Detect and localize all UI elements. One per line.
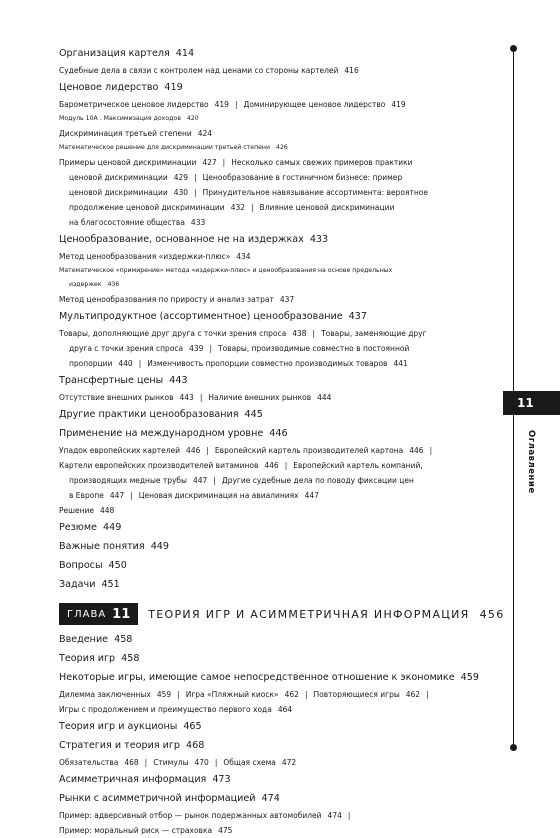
toc-separator: |	[284, 461, 288, 470]
toc-entry-title: Принудительное навязывание ассортимента: вероятное	[202, 188, 428, 197]
toc-entry-page: 462	[284, 690, 299, 699]
toc-entry	[59, 424, 499, 443]
toc-entry-page: 414	[175, 48, 195, 59]
toc-entry-page: 470	[194, 758, 209, 767]
toc-entry-page: 448	[100, 506, 115, 515]
toc-entry-title: Ценообразование в гостиничном бизнесе: пример	[202, 173, 403, 182]
toc-entry-title: Резюме	[59, 522, 98, 533]
toc-entry-page: 443	[169, 375, 188, 386]
toc-entry-page: 419	[214, 100, 229, 109]
toc-entry-title: Решение	[59, 506, 95, 515]
toc-entry-title: Общая схема	[223, 758, 276, 767]
chapter-label-box	[59, 603, 138, 625]
toc-entry-title: Математическое «примирение» метода «издержки-плюс» и ценообразования на основе предельных	[59, 267, 393, 274]
toc-entry-page: 446	[186, 446, 201, 455]
toc-separator: |	[312, 329, 316, 338]
toc-entry-title: Теория игр и аукционы	[59, 721, 178, 732]
chapter-page: 456	[479, 607, 505, 621]
toc-entry-page: 450	[108, 560, 127, 571]
toc-entry-title: Товары, производимые совместно в постоянной	[217, 344, 410, 353]
toc-entry-title: Изменчивость пропорции совместно производимых товаров	[147, 359, 388, 368]
toc-entry-title: пропорции	[69, 359, 113, 368]
toc-entry-page: 443	[179, 393, 194, 402]
toc-entry-title: Отсутствие внешних рынков	[59, 393, 174, 402]
toc-separator: |	[209, 344, 212, 353]
toc-entry	[59, 155, 499, 170]
toc-separator: |	[347, 811, 351, 820]
toc-entry-page: 424	[197, 129, 213, 138]
toc-entry	[59, 443, 499, 458]
toc-entry	[59, 126, 499, 141]
toc-entry	[59, 668, 499, 687]
toc-entry-page: 451	[101, 579, 120, 590]
toc-entry-page: 444	[317, 393, 332, 402]
toc-entry-title: Европейский картель компаний,	[293, 461, 423, 470]
toc-entry-page: 472	[281, 758, 297, 767]
toc-entry-title: Пример: моральный риск — страховка	[59, 826, 213, 835]
toc-entry-title: Упадок европейских картелей	[59, 446, 181, 455]
toc-entry-page: 427	[202, 158, 217, 167]
toc-entry	[59, 63, 499, 78]
toc-entry-title: Теория игр	[59, 653, 116, 664]
toc-entry-page: 440	[118, 359, 133, 368]
chapter-heading	[59, 602, 505, 626]
toc-entry	[59, 755, 499, 770]
toc-entry	[59, 326, 499, 341]
toc-entry-title: Математическое решение для дискриминации третьей степени	[59, 144, 271, 151]
toc-entry-title: Применение на международном уровне	[59, 428, 264, 439]
toc-entry-page: 432	[230, 203, 246, 212]
toc-entry-title: Судебные дела в связи с контролем над ценами со стороны картелей	[59, 66, 339, 75]
toc-entry-title: на благосостояние общества	[69, 218, 185, 227]
toc-entry-title: Введение	[59, 634, 109, 645]
toc-entry-page: 449	[150, 541, 169, 552]
toc-entry-page: 458	[114, 634, 133, 645]
toc-entry-page: 473	[212, 774, 231, 785]
toc-entry-title: Картели европейских производителей витаминов	[59, 461, 259, 470]
toc-entry-page: 420	[186, 115, 199, 122]
toc-entry	[59, 405, 499, 424]
toc-entry-page: 446	[409, 446, 424, 455]
toc-separator: |	[222, 158, 226, 167]
toc-entry	[59, 141, 499, 155]
toc-entry-page: 445	[244, 409, 263, 420]
toc-entry	[59, 78, 499, 97]
toc-entry-page: 474	[327, 811, 342, 820]
toc-entry-title: Игры с продолжением и преимущество первого хода	[59, 705, 272, 714]
toc-entry	[59, 458, 499, 473]
toc-entry-page: 419	[164, 82, 183, 93]
toc-entry-title: Модуль 10А . Максимизация доходов	[59, 115, 181, 122]
toc-entry	[59, 230, 499, 249]
toc-entry	[59, 823, 499, 838]
toc-entry	[59, 503, 499, 518]
toc-entry-title: Вопросы	[59, 560, 103, 571]
table-of-contents	[59, 44, 505, 838]
toc-entry-page: 446	[264, 461, 279, 470]
toc-entry-page: 416	[344, 66, 359, 75]
toc-entry	[59, 736, 499, 755]
chapter-tab-number: 11	[517, 396, 534, 410]
toc-entry	[59, 630, 499, 649]
toc-entry	[59, 575, 499, 594]
toc-entry-page: 434	[236, 252, 251, 261]
toc-separator: |	[213, 476, 216, 485]
toc-entry	[59, 808, 499, 823]
toc-entry-page: 436	[107, 281, 120, 288]
toc-entry-page: 437	[348, 311, 367, 322]
toc-separator: |	[138, 359, 142, 368]
toc-entry-page: 426	[276, 144, 288, 151]
toc-entry	[59, 371, 499, 390]
toc-entry-title: Игра «Пляжный киоск»	[185, 690, 279, 699]
toc-entry-page: 468	[186, 740, 205, 751]
toc-separator: |	[214, 758, 218, 767]
toc-entry-page: 433	[190, 218, 206, 227]
chapter-title-line	[148, 608, 504, 621]
toc-entry-title: Обязательства	[59, 758, 119, 767]
toc-entry	[59, 518, 499, 537]
toc-entry-title: Другие практики ценообразования	[59, 409, 239, 420]
margin-rule-top-dot	[510, 45, 517, 52]
toc-entry	[59, 112, 499, 126]
toc-entry-title: Несколько самых свежих примеров практики	[231, 158, 413, 167]
toc-entry-page: 458	[121, 653, 140, 664]
toc-separator: |	[206, 446, 209, 455]
toc-entry-title: Рынки с асимметричной информацией	[59, 793, 256, 804]
toc-entry-title: Ценовая дискриминация на авиалиниях	[138, 491, 299, 500]
toc-entry	[59, 356, 499, 371]
toc-entry	[59, 264, 499, 278]
toc-entry-page: 465	[183, 721, 202, 732]
toc-entry-page: 430	[173, 188, 189, 197]
toc-separator: |	[130, 491, 133, 500]
toc-entry-title: Товары, заменяющие друг	[321, 329, 427, 338]
toc-entry	[59, 687, 499, 702]
toc-entry-title: Дискриминация третьей степени	[59, 129, 192, 138]
toc-entry-title: издержек	[69, 281, 102, 288]
toc-entry-title: Трансфертные цены	[59, 375, 164, 386]
chapter-label: ГЛАВА	[67, 608, 107, 620]
toc-entry-title: Дилемма заключенных	[59, 690, 151, 699]
toc-entry	[59, 473, 499, 488]
toc-entry	[59, 770, 499, 789]
toc-entry	[59, 97, 499, 112]
toc-entry-page: 447	[304, 491, 319, 500]
chapter-title: ТЕОРИЯ ИГР И АСИММЕТРИЧНАЯ ИНФОРМАЦИЯ	[148, 607, 470, 621]
toc-entry-page: 429	[173, 173, 189, 182]
toc-entry-page: 459	[460, 672, 479, 683]
toc-entry-page: 462	[405, 690, 421, 699]
toc-entry-page: 437	[279, 295, 295, 304]
toc-entry-title: Ценообразование, основанное не на издержках	[59, 234, 304, 245]
toc-entry-page: 439	[189, 344, 204, 353]
toc-entry-page: 474	[261, 793, 280, 804]
toc-entry-title: Организация картеля	[59, 48, 170, 59]
toc-entry-title: Ценовое лидерство	[59, 82, 159, 93]
toc-entry-page: 433	[309, 234, 329, 245]
toc-entry-page: 464	[277, 705, 293, 714]
toc-separator: |	[234, 100, 238, 109]
toc-entry	[59, 215, 499, 230]
margin-rule-bottom-dot	[510, 744, 517, 751]
toc-entry-title: Метод ценообразования по приросту и анализ затрат	[59, 295, 274, 304]
toc-separator: |	[304, 690, 308, 699]
toc-entry-title: ценовой дискриминации	[69, 188, 168, 197]
toc-entry-page: 441	[393, 359, 408, 368]
toc-entry-title: Асимметричная информация	[59, 774, 207, 785]
toc-entries-after	[59, 630, 499, 838]
toc-separator: |	[194, 188, 197, 197]
toc-entry-page: 419	[391, 100, 406, 109]
toc-entry-title: Повторяющиеся игры	[313, 690, 400, 699]
toc-entry	[59, 44, 499, 63]
toc-entry	[59, 717, 499, 736]
toc-entry-title: Пример: адверсивный отбор — рынок подержанных автомобилей	[59, 811, 322, 820]
chapter-number: 11	[112, 606, 131, 622]
toc-entry-page: 446	[269, 428, 288, 439]
toc-entry	[59, 170, 499, 185]
toc-entry-title: Стратегия и теория игр	[59, 740, 180, 751]
toc-entry	[59, 307, 499, 326]
toc-entry	[59, 292, 499, 307]
toc-entry	[59, 702, 499, 717]
toc-entry-title: Важные понятия	[59, 541, 145, 552]
toc-entry-title: Метод ценообразования «издержки-плюс»	[59, 252, 231, 261]
toc-entry-title: Стимулы	[153, 758, 189, 767]
toc-entry-title: Мультипродуктное (ассортиментное) ценообразование	[59, 311, 343, 322]
toc-separator: |	[251, 203, 254, 212]
toc-entry-page: 438	[292, 329, 307, 338]
toc-entry-title: Примеры ценовой дискриминации	[59, 158, 197, 167]
toc-entry-page: 447	[192, 476, 208, 485]
toc-entry	[59, 789, 499, 808]
toc-entry	[59, 278, 499, 292]
toc-separator: |	[199, 393, 203, 402]
toc-entry	[59, 200, 499, 215]
toc-separator: |	[144, 758, 148, 767]
toc-entry-page: 449	[103, 522, 122, 533]
toc-entry	[59, 537, 499, 556]
toc-entry	[59, 556, 499, 575]
toc-entry	[59, 488, 499, 503]
toc-entry	[59, 649, 499, 668]
toc-entries-before	[59, 44, 499, 594]
toc-separator: |	[429, 446, 433, 455]
toc-entry-title: производящих медные трубы	[69, 476, 187, 485]
toc-entry-page: 459	[156, 690, 172, 699]
toc-entry-title: Барометрическое ценовое лидерство	[59, 100, 209, 109]
toc-entry-page: 447	[109, 491, 125, 500]
chapter-tab	[503, 391, 560, 415]
toc-entry-title: Доминирующее ценовое лидерство	[243, 100, 386, 109]
toc-entry-title: ценовой дискриминации	[69, 173, 168, 182]
toc-entry-title: продолжение ценовой дискриминации	[69, 203, 225, 212]
toc-entry-title: Другие судебные дела по поводу фиксации цен	[221, 476, 414, 485]
toc-entry-title: Задачи	[59, 579, 96, 590]
toc-entry	[59, 185, 499, 200]
toc-entry-title: друга с точки зрения спроса	[69, 344, 184, 353]
toc-separator: |	[194, 173, 197, 182]
toc-entry-title: Некоторые игры, имеющие самое непосредственное отношение к экономике	[59, 672, 455, 683]
toc-entry-title: Европейский картель производителей картона	[214, 446, 404, 455]
toc-entry-page: 475	[218, 826, 233, 835]
toc-entry	[59, 249, 499, 264]
toc-entry-title: в Европе	[69, 491, 104, 500]
toc-entry-title: Наличие внешних рынков	[208, 393, 312, 402]
toc-entry-title: Влияние ценовой дискриминации	[259, 203, 395, 212]
toc-entry	[59, 341, 499, 356]
toc-entry-title: Товары, дополняющие друг друга с точки зрения спроса	[59, 329, 287, 338]
toc-entry-page: 468	[124, 758, 139, 767]
toc-entry	[59, 390, 499, 405]
toc-separator: |	[426, 690, 429, 699]
toc-separator: |	[177, 690, 180, 699]
section-title-vertical: Оглавление	[526, 430, 536, 494]
